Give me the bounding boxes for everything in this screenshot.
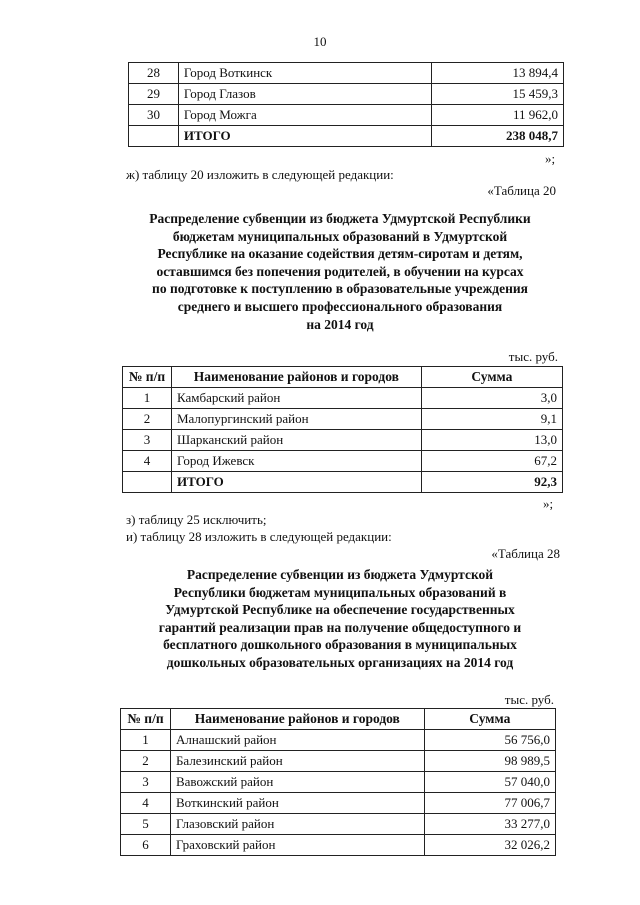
instruction-zh: ж) таблицу 20 изложить в следующей редакции: [126, 167, 394, 182]
row-number: 1 [123, 388, 172, 409]
row-number: 4 [121, 793, 171, 814]
table-row [121, 730, 556, 751]
header-number: № п/п [123, 367, 172, 388]
total-label: ИТОГО [178, 126, 431, 147]
table-28-title: Распределение субвенции из бюджета Удмуртской Республики бюджетам муниципальных образований в Удмуртской Республике на обеспечение государственных гарантий реализации прав на получение общедоступного и бесплатного дошкольного образования в муниципальных дошкольных образовательных организациях на 2014 год [158, 567, 522, 670]
total-label: ИТОГО [171, 472, 421, 493]
table-row [121, 835, 556, 856]
row-number [123, 472, 172, 493]
table-row [129, 84, 564, 105]
row-number: 30 [129, 105, 179, 126]
row-number: 2 [121, 751, 171, 772]
header-sum: Сумма [421, 367, 562, 388]
row-name: Глазовский район [170, 814, 424, 835]
table-row [121, 793, 556, 814]
table-20-title: Распределение субвенции из бюджета Удмуртской Республики бюджетам муниципальных образований в Удмуртской Республике на оказание содействия детям-сиротам и детям, оставшимся без попечения родителей, в обучении на курсах по подготовке к поступлению в образовательные учреждения среднего и высшего профессионального образования на 2014 год [149, 211, 531, 332]
header-sum: Сумма [424, 709, 555, 730]
row-sum: 13,0 [421, 430, 562, 451]
row-sum: 9,1 [421, 409, 562, 430]
row-name: Граховский район [170, 835, 424, 856]
row-number: 3 [123, 430, 172, 451]
row-name: Город Глазов [178, 84, 431, 105]
table-20 [122, 366, 563, 493]
table-row [129, 105, 564, 126]
instruction-z: з) таблицу 25 исключить; [126, 512, 267, 527]
instruction-i: и) таблицу 28 изложить в следующей редакции: [126, 529, 392, 544]
row-name: Камбарский район [171, 388, 421, 409]
row-name: Вавожский район [170, 772, 424, 793]
table-row [129, 63, 564, 84]
row-name: Алнашский район [170, 730, 424, 751]
table-row [123, 388, 563, 409]
row-number [129, 126, 179, 147]
row-name: Город Воткинск [178, 63, 431, 84]
header-name: Наименование районов и городов [171, 367, 421, 388]
row-number: 28 [129, 63, 179, 84]
row-sum: 56 756,0 [424, 730, 555, 751]
row-sum: 33 277,0 [424, 814, 555, 835]
table-row [121, 751, 556, 772]
row-number: 4 [123, 451, 172, 472]
row-sum: 57 040,0 [424, 772, 555, 793]
row-sum: 3,0 [421, 388, 562, 409]
row-sum: 32 026,2 [424, 835, 555, 856]
total-sum: 238 048,7 [432, 126, 564, 147]
table-header-row [121, 709, 556, 730]
close-quote: »; [543, 496, 554, 511]
table-row [121, 814, 556, 835]
table-20-unit: тыс. руб. [508, 349, 558, 364]
row-number: 29 [129, 84, 179, 105]
row-sum: 15 459,3 [432, 84, 564, 105]
row-number: 1 [121, 730, 171, 751]
header-name: Наименование районов и городов [170, 709, 424, 730]
row-sum: 67,2 [421, 451, 562, 472]
row-sum: 77 006,7 [424, 793, 555, 814]
table-header-row [123, 367, 563, 388]
row-name: Малопургинский район [171, 409, 421, 430]
page-number: 10 [313, 34, 327, 49]
table-row [121, 772, 556, 793]
table-28-unit: тыс. руб. [504, 692, 554, 707]
table-row [123, 430, 563, 451]
table-28 [120, 708, 556, 856]
header-number: № п/п [121, 709, 171, 730]
close-quote: »; [545, 151, 556, 166]
table-row [123, 451, 563, 472]
table-28-label: «Таблица 28 [491, 546, 560, 561]
table-continuation [128, 62, 564, 147]
row-name: Город Можга [178, 105, 431, 126]
row-sum: 11 962,0 [432, 105, 564, 126]
row-sum: 13 894,4 [432, 63, 564, 84]
table-20-label: «Таблица 20 [487, 183, 556, 198]
row-number: 2 [123, 409, 172, 430]
row-number: 6 [121, 835, 171, 856]
table-total-row [129, 126, 564, 147]
row-sum: 98 989,5 [424, 751, 555, 772]
row-name: Воткинский район [170, 793, 424, 814]
row-number: 5 [121, 814, 171, 835]
row-name: Балезинский район [170, 751, 424, 772]
total-sum: 92,3 [421, 472, 562, 493]
row-name: Шарканский район [171, 430, 421, 451]
row-name: Город Ижевск [171, 451, 421, 472]
table-total-row [123, 472, 563, 493]
row-number: 3 [121, 772, 171, 793]
table-row [123, 409, 563, 430]
